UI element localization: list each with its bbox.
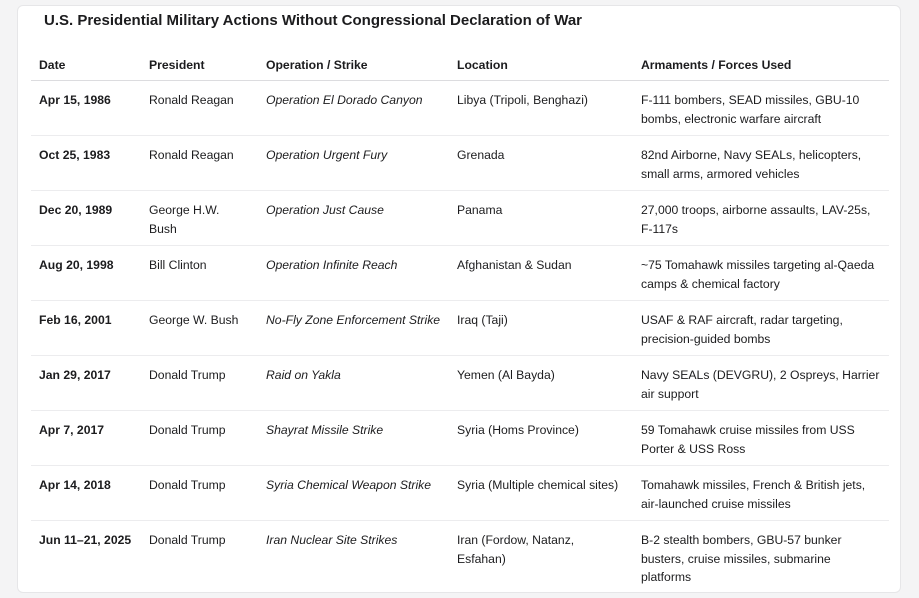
cell-date-text: Apr 14, 2018: [39, 478, 111, 492]
cell-date: [31, 466, 141, 521]
cell-date: [31, 356, 141, 411]
cell-operation: [258, 356, 449, 411]
cell-operation-text: Iran Nuclear Site Strikes: [266, 533, 398, 547]
cell-president-text: Bill Clinton: [149, 258, 207, 272]
cell-operation: [258, 521, 449, 587]
cell-location: [449, 521, 633, 587]
cell-president-text: Donald Trump: [149, 368, 226, 382]
cell-location-text: Iraq (Taji): [457, 313, 508, 327]
cell-president-text: Donald Trump: [149, 478, 226, 492]
table-row: [31, 191, 889, 246]
column-header-location: Location: [449, 50, 633, 81]
cell-date: [31, 191, 141, 246]
cell-location-text: Yemen (Al Bayda): [457, 368, 555, 382]
cell-date-text: Dec 20, 1989: [39, 203, 113, 217]
table-row: [31, 466, 889, 521]
cell-armaments: [633, 191, 889, 246]
cell-location-text: Iran (Fordow, Natanz, Esfahan): [457, 533, 575, 566]
cell-operation-text: Operation Infinite Reach: [266, 258, 398, 272]
table-body: [31, 81, 889, 587]
cell-president-text: Ronald Reagan: [149, 148, 234, 162]
table-row: [31, 356, 889, 411]
cell-operation: [258, 301, 449, 356]
cell-president: [141, 411, 258, 466]
cell-date: [31, 81, 141, 136]
cell-president-text: Donald Trump: [149, 533, 226, 547]
cell-president: [141, 466, 258, 521]
cell-location-text: Panama: [457, 203, 503, 217]
cell-armaments-text: B-2 stealth bombers, GBU-57 bunker busters, cruise missiles, submarine platforms: [641, 533, 842, 584]
cell-date: [31, 246, 141, 301]
page-title: U.S. Presidential Military Actions Without Congressional Declaration of War: [44, 12, 583, 29]
cell-armaments-text: 59 Tomahawk cruise missiles from USS Porter & USS Ross: [641, 423, 855, 456]
cell-armaments: [633, 81, 889, 136]
cell-president-text: Donald Trump: [149, 423, 226, 437]
cell-armaments-text: F-111 bombers, SEAD missiles, GBU-10 bombs, electronic warfare aircraft: [641, 93, 860, 126]
cell-armaments-text: Tomahawk missiles, French & British jets, air-launched cruise missiles: [641, 478, 866, 511]
cell-president: [141, 246, 258, 301]
cell-date-text: Oct 25, 1983: [39, 148, 111, 162]
column-header-armaments: Armaments / Forces Used: [633, 50, 889, 81]
cell-date-text: Jun 11–21, 2025: [39, 533, 132, 547]
cell-operation: [258, 466, 449, 521]
cell-president-text: George H.W. Bush: [149, 203, 220, 236]
cell-operation: [258, 411, 449, 466]
cell-date-text: Apr 15, 1986: [39, 93, 111, 107]
cell-president: [141, 521, 258, 587]
cell-location: [449, 466, 633, 521]
cell-location-text: Afghanistan & Sudan: [457, 258, 572, 272]
cell-location: [449, 81, 633, 136]
cell-operation-text: Raid on Yakla: [266, 368, 341, 382]
cell-armaments-text: ~75 Tomahawk missiles targeting al-Qaeda camps & chemical factory: [641, 258, 875, 291]
cell-location-text: Syria (Multiple chemical sites): [457, 478, 619, 492]
cell-location: [449, 301, 633, 356]
table-header-row: [31, 50, 889, 81]
cell-armaments-text: 82nd Airborne, Navy SEALs, helicopters, small arms, armored vehicles: [641, 148, 862, 181]
cell-operation: [258, 81, 449, 136]
cell-president: [141, 356, 258, 411]
cell-president: [141, 136, 258, 191]
cell-president-text: George W. Bush: [149, 313, 239, 327]
cell-date-text: Feb 16, 2001: [39, 313, 112, 327]
cell-president-text: Ronald Reagan: [149, 93, 234, 107]
actions-table: [31, 50, 889, 587]
cell-location-text: Grenada: [457, 148, 505, 162]
cell-armaments: [633, 521, 889, 587]
cell-location: [449, 411, 633, 466]
table-row: [31, 246, 889, 301]
table-row: [31, 301, 889, 356]
cell-operation: [258, 191, 449, 246]
cell-operation-text: Operation El Dorado Canyon: [266, 93, 423, 107]
cell-location: [449, 191, 633, 246]
cell-location: [449, 246, 633, 301]
cell-armaments: [633, 246, 889, 301]
cell-armaments: [633, 301, 889, 356]
cell-president: [141, 301, 258, 356]
cell-operation-text: Operation Just Cause: [266, 203, 384, 217]
cell-date: [31, 301, 141, 356]
cell-president: [141, 81, 258, 136]
table-row: [31, 411, 889, 466]
cell-armaments: [633, 466, 889, 521]
cell-location-text: Syria (Homs Province): [457, 423, 579, 437]
cell-armaments: [633, 411, 889, 466]
cell-operation-text: No-Fly Zone Enforcement Strike: [266, 313, 441, 327]
cell-operation-text: Syria Chemical Weapon Strike: [266, 478, 432, 492]
cell-date: [31, 411, 141, 466]
cell-armaments: [633, 136, 889, 191]
cell-operation-text: Shayrat Missile Strike: [266, 423, 384, 437]
cell-date-text: Aug 20, 1998: [39, 258, 114, 272]
cell-date: [31, 521, 141, 587]
cell-date-text: Apr 7, 2017: [39, 423, 105, 437]
cell-armaments-text: Navy SEALs (DEVGRU), 2 Ospreys, Harrier air support: [641, 368, 880, 401]
cell-date-text: Jan 29, 2017: [39, 368, 111, 382]
cell-date: [31, 136, 141, 191]
cell-armaments-text: 27,000 troops, airborne assaults, LAV-25s, F-117s: [641, 203, 871, 236]
cell-location: [449, 356, 633, 411]
cell-location-text: Libya (Tripoli, Benghazi): [457, 93, 588, 107]
table-row: [31, 521, 889, 587]
cell-operation-text: Operation Urgent Fury: [266, 148, 388, 162]
cell-operation: [258, 136, 449, 191]
cell-location: [449, 136, 633, 191]
cell-armaments-text: USAF & RAF aircraft, radar targeting, precision-guided bombs: [641, 313, 843, 346]
column-header-president: President: [141, 50, 258, 81]
cell-operation: [258, 246, 449, 301]
table-row: [31, 136, 889, 191]
table-row: [31, 81, 889, 136]
column-header-date: Date: [31, 50, 141, 81]
cell-president: [141, 191, 258, 246]
column-header-operation: Operation / Strike: [258, 50, 449, 81]
cell-armaments: [633, 356, 889, 411]
